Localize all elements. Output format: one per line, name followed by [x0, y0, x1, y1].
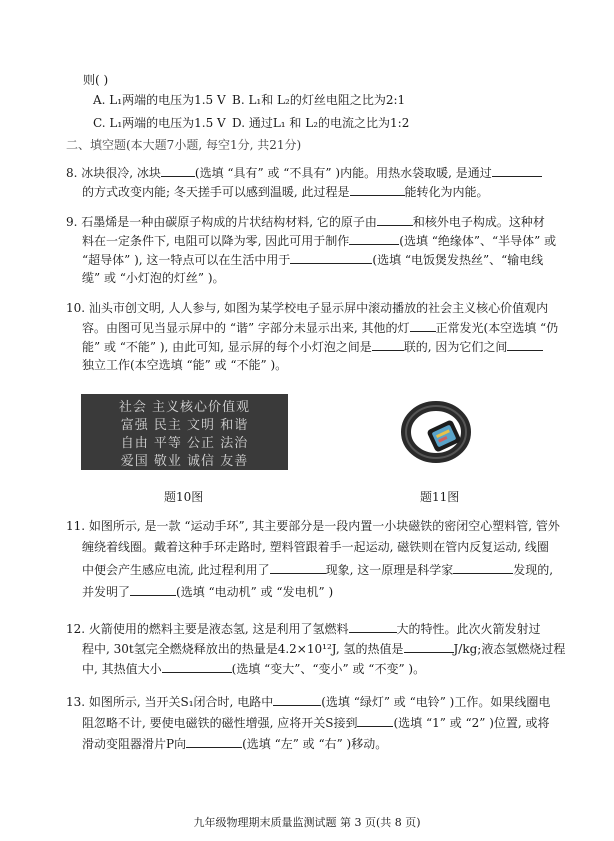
q11-blank-1[interactable]	[270, 561, 326, 574]
q8-blank-3[interactable]	[350, 183, 405, 196]
q12-line-1: 12. 火箭使用的燃料主要是液态氢, 这是利用了氢燃料 大的特性。此次火箭发射过	[66, 622, 541, 636]
q12-line-3: 中, 其热值大小 (选填 “变大”、“变小” 或 “不变” )。	[82, 662, 426, 676]
q9-blank-1[interactable]	[377, 213, 413, 226]
q11-line-4: 并发明了 (选填 “电动机” 或 “发电机” )	[82, 585, 334, 599]
q10-line-4: 独立工作(本空选填 “能” 或 “不能” )。	[82, 358, 288, 372]
led-display-figure	[81, 394, 288, 470]
q7-option-d: D. 通过L₁ 和 L₂的电流之比为1:2	[232, 116, 410, 130]
q7-option-b: B. L₁和 L₂的灯丝电阻之比为2:1	[232, 93, 406, 107]
q13-line-1: 13. 如图所示, 当开关S₁闭合时, 电路中 (选填 “绿灯” 或 “电铃” )工作。如果线圈电	[66, 695, 551, 709]
q10-blank-3[interactable]	[507, 338, 543, 351]
q11-line-2: 缠绕着线圈。戴着这种手环走路时, 塑料管跟着手一起运动, 磁铁则在管内反复运动, 线圈	[82, 540, 549, 554]
q9-line-3: “超导体” ), 这一特点可以在生活中用于 (选填 “电饭煲发热丝”、“输电线	[82, 253, 544, 267]
q9-blank-2[interactable]	[349, 232, 399, 245]
led-row-1: 社会 主义核心价值观	[118, 400, 251, 415]
q10-line-1: 10. 汕头市创文明, 人人参与, 如图为某学校电子显示屏中滚动播放的社会主义核心价值观内	[66, 301, 549, 315]
q8-line-2: 的方式改变内能; 冬天搓手可以感到温暖, 此过程是 能转化为内能。	[82, 185, 489, 199]
q13-blank-1[interactable]	[273, 693, 321, 706]
fig11-caption: 题11图	[420, 490, 460, 504]
q8-blank-2[interactable]	[492, 164, 542, 177]
section-title: 二、填空题(本大题7小题, 每空1分, 共21分)	[66, 138, 302, 152]
q13-blank-3[interactable]	[186, 735, 242, 748]
page-footer: 九年级物理期末质量监测试题 第 3 页(共 8 页)	[193, 816, 421, 829]
q10-blank-2[interactable]	[372, 338, 404, 351]
q11-blank-3[interactable]	[130, 583, 176, 596]
led-row-3: 自由 平等 公正 法治	[120, 436, 249, 451]
q9-blank-3[interactable]	[290, 251, 372, 264]
q8-line-1: 8. 冰块很冷, 冰块 (选填 “具有” 或 “不具有” )内能。用热水袋取暖, 是通过	[66, 164, 542, 181]
q12-blank-3[interactable]	[162, 660, 232, 673]
q8-blank-1[interactable]	[161, 164, 195, 177]
q13-line-2: 阻忽略不计, 要使电磁铁的磁性增强, 应将开关S接到 (选填 “1” 或 “2” )位置, 或将	[82, 716, 550, 730]
q7-option-c: C. L₁两端的电压为1.5 V	[93, 116, 226, 130]
q11-line-3: 中便会产生感应电流, 此过程利用了 现象, 这一原理是科学家 发现的,	[82, 563, 554, 577]
q9-line-1: 9. 石墨烯是一种由碳原子构成的片状结构材料, 它的原子由 和核外电子构成。这种材	[66, 215, 545, 229]
q9-line-4: 缆” 或 “小灯泡的灯丝” )。	[82, 271, 225, 285]
q12-blank-1[interactable]	[349, 620, 397, 633]
fitness-band-icon	[396, 392, 476, 472]
q10-line-3: 能” 或 “不能” ), 由此可知, 显示屏的每个小灯泡之间是 联的, 因为它们之间	[82, 338, 543, 355]
q13-line-3: 滑动变阻器滑片P向 (选填 “左” 或 “右” )移动。	[82, 737, 388, 751]
q12-blank-2[interactable]	[404, 640, 454, 653]
q7-stem: 则( )	[83, 73, 109, 87]
q10-line-2: 容。由图可见当显示屏中的 “谐” 字部分未显示出来, 其他的灯 正常发光(本空选填 “仍	[82, 321, 559, 335]
q9-line-2: 料在一定条件下, 电阻可以降为零, 因此可用于制作 (选填 “绝缘体”、“半导体” 或	[82, 234, 557, 248]
led-row-2: 富强 民主 文明 和谐	[120, 418, 249, 433]
q11-line-1: 11. 如图所示, 是一款 “运动手环”, 其主要部分是一段内置一小块磁铁的密闭空心塑料管, 管外	[66, 519, 560, 533]
fig10-caption: 题10图	[164, 490, 204, 504]
q12-line-2: 程中, 30t氢完全燃烧释放出的热量是4.2×10¹²J, 氢的热值是 J/kg;液态氢燃烧过程	[82, 642, 566, 656]
q13-blank-2[interactable]	[357, 714, 393, 727]
q11-blank-2[interactable]	[453, 561, 513, 574]
led-row-4: 爱国 敬业 诚信 友善	[120, 454, 249, 469]
q7-option-a: A. L₁两端的电压为1.5 V	[93, 93, 226, 107]
q10-blank-1[interactable]	[410, 319, 436, 332]
